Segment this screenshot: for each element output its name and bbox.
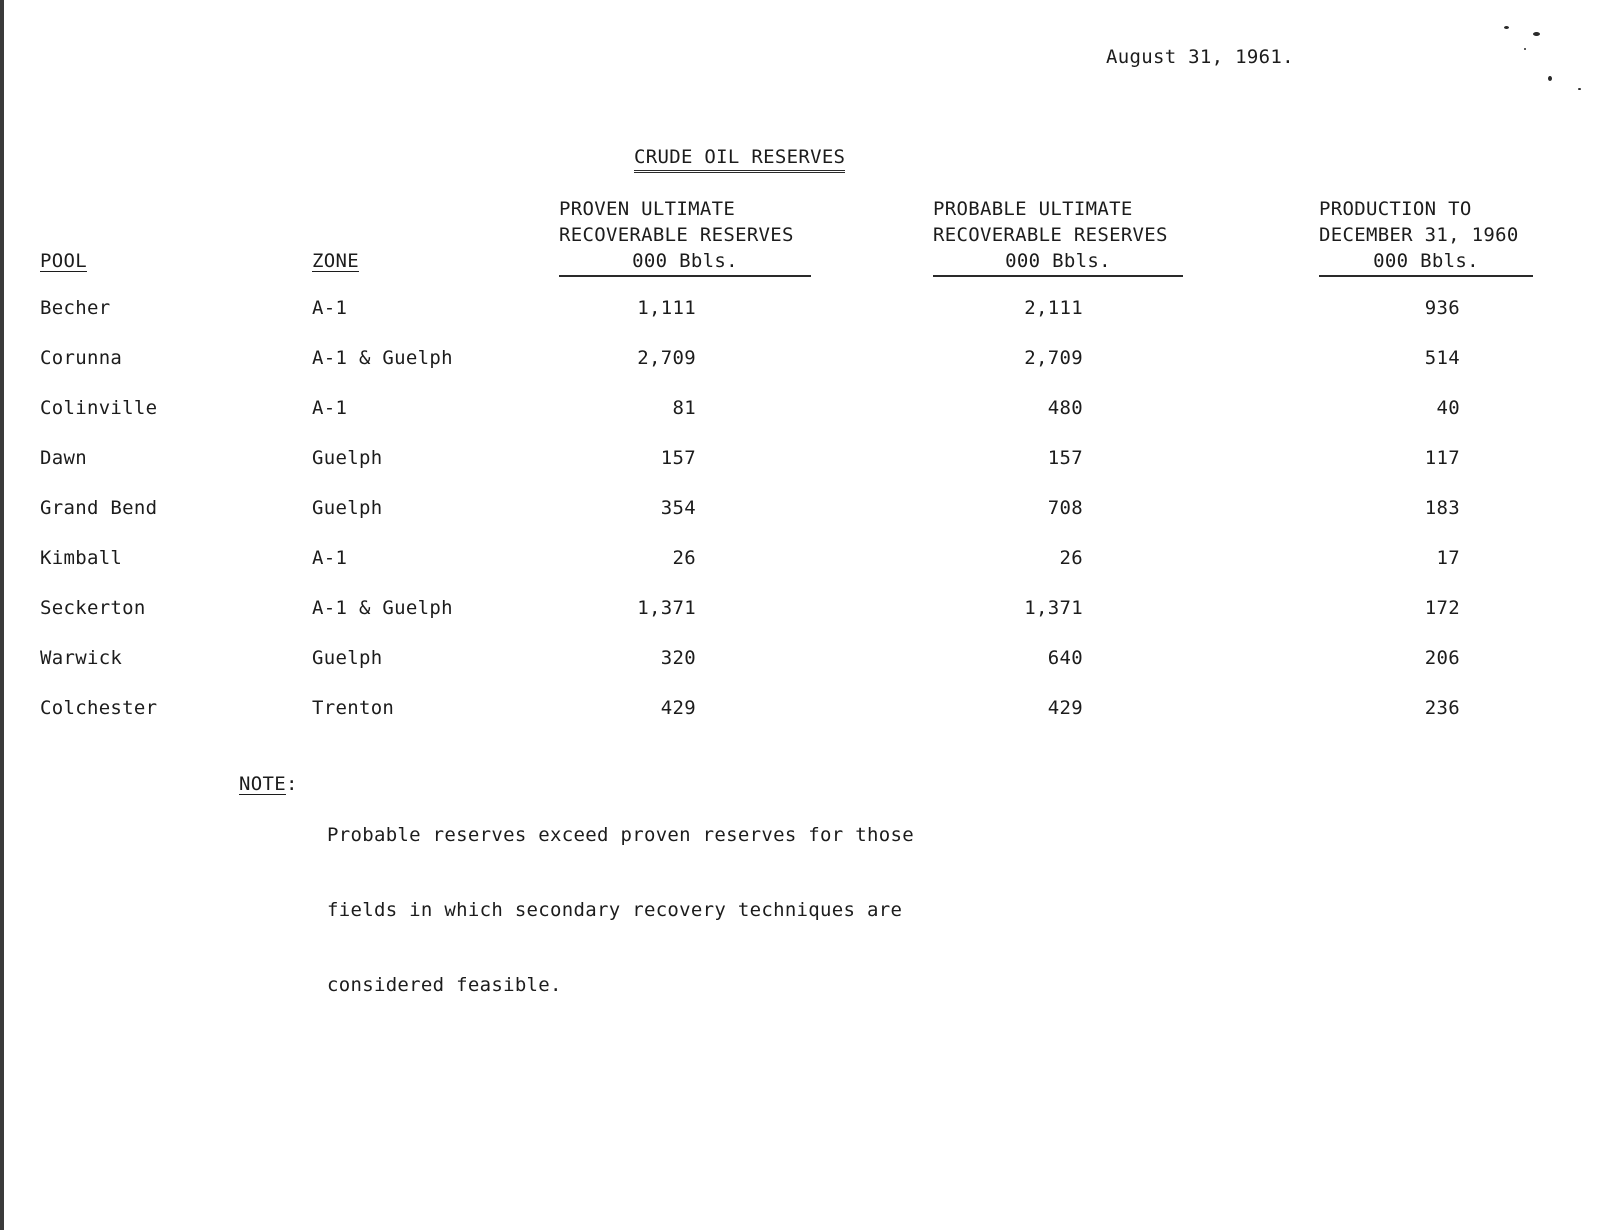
pool-name: Colinville: [40, 397, 158, 419]
proven-value: 1,111: [637, 297, 696, 319]
header-proven-line1: PROVEN ULTIMATE: [559, 198, 736, 220]
table-row-warwick: [0, 647, 1612, 673]
pool-name: Becher: [40, 297, 111, 319]
proven-value: 81: [672, 397, 696, 419]
zone-name: Trenton: [312, 697, 395, 719]
table-row-seckerton: [0, 597, 1612, 623]
note-text: [327, 773, 914, 1048]
zone-name: Guelph: [312, 497, 383, 519]
header-production-line1: PRODUCTION TO: [1319, 198, 1472, 220]
probable-value: 2,709: [1024, 347, 1083, 369]
probable-value: 429: [1047, 697, 1083, 719]
scan-speck: [1504, 26, 1509, 29]
table-row-colinville: [0, 397, 1612, 423]
probable-value: 26: [1059, 547, 1083, 569]
zone-name: A-1 & Guelph: [312, 347, 453, 369]
production-value: 17: [1436, 547, 1460, 569]
scan-speck: [1524, 48, 1526, 50]
scan-speck: [1578, 88, 1581, 90]
header-zone-label: ZONE: [312, 250, 359, 272]
pool-name: Seckerton: [40, 597, 146, 619]
note-label: [239, 773, 298, 795]
proven-value: 354: [660, 497, 696, 519]
zone-name: A-1: [312, 297, 348, 319]
header-proven-line2: RECOVERABLE RESERVES: [559, 224, 794, 246]
note-line: Probable reserves exceed proven reserves for those: [327, 824, 914, 846]
note-label-text: NOTE: [239, 773, 286, 795]
proven-value: 429: [660, 697, 696, 719]
header-probable: [933, 196, 1183, 277]
pool-name: Dawn: [40, 447, 87, 469]
header-probable-line1: PROBABLE ULTIMATE: [933, 198, 1133, 220]
production-value: 936: [1424, 297, 1460, 319]
table-row-colchester: [0, 697, 1612, 723]
production-value: 40: [1436, 397, 1460, 419]
pool-name: Corunna: [40, 347, 123, 369]
probable-value: 1,371: [1024, 597, 1083, 619]
zone-name: Guelph: [312, 447, 383, 469]
header-pool-label: POOL: [40, 250, 87, 272]
header-probable-line2: RECOVERABLE RESERVES: [933, 224, 1168, 246]
header-zone: [312, 248, 359, 274]
zone-name: A-1: [312, 397, 348, 419]
table-row-becher: [0, 297, 1612, 323]
document-date: August 31, 1961.: [1106, 46, 1294, 68]
pool-name: Grand Bend: [40, 497, 158, 519]
pool-name: Kimball: [40, 547, 123, 569]
proven-value: 157: [660, 447, 696, 469]
production-value: 514: [1424, 347, 1460, 369]
table-row-corunna: [0, 347, 1612, 373]
table-row-kimball: [0, 547, 1612, 573]
proven-value: 1,371: [637, 597, 696, 619]
production-value: 236: [1424, 697, 1460, 719]
table-row-dawn: [0, 447, 1612, 473]
production-value: 172: [1424, 597, 1460, 619]
note-line: fields in which secondary recovery techniques are: [327, 899, 903, 921]
probable-value: 157: [1047, 447, 1083, 469]
production-value: 183: [1424, 497, 1460, 519]
header-proven-unit: 000 Bbls.: [632, 250, 738, 272]
proven-value: 2,709: [637, 347, 696, 369]
header-proven: [559, 196, 811, 277]
probable-value: 480: [1047, 397, 1083, 419]
header-production: [1319, 196, 1533, 277]
zone-name: A-1 & Guelph: [312, 597, 453, 619]
header-pool: [40, 248, 87, 274]
scan-speck: [1548, 76, 1552, 81]
probable-value: 640: [1047, 647, 1083, 669]
zone-name: Guelph: [312, 647, 383, 669]
table-row-grand-bend: [0, 497, 1612, 523]
note-line: considered feasible.: [327, 974, 562, 996]
proven-value: 26: [672, 547, 696, 569]
header-probable-unit: 000 Bbls.: [1005, 250, 1111, 272]
document-title: CRUDE OIL RESERVES: [634, 146, 845, 173]
header-production-unit: 000 Bbls.: [1373, 250, 1479, 272]
proven-value: 320: [660, 647, 696, 669]
scan-speck: [1533, 32, 1540, 36]
production-value: 206: [1424, 647, 1460, 669]
note-colon: :: [285, 773, 298, 795]
zone-name: A-1: [312, 547, 348, 569]
probable-value: 2,111: [1024, 297, 1083, 319]
pool-name: Warwick: [40, 647, 123, 669]
pool-name: Colchester: [40, 697, 158, 719]
probable-value: 708: [1047, 497, 1083, 519]
header-production-line2: DECEMBER 31, 1960: [1319, 224, 1519, 246]
production-value: 117: [1424, 447, 1460, 469]
